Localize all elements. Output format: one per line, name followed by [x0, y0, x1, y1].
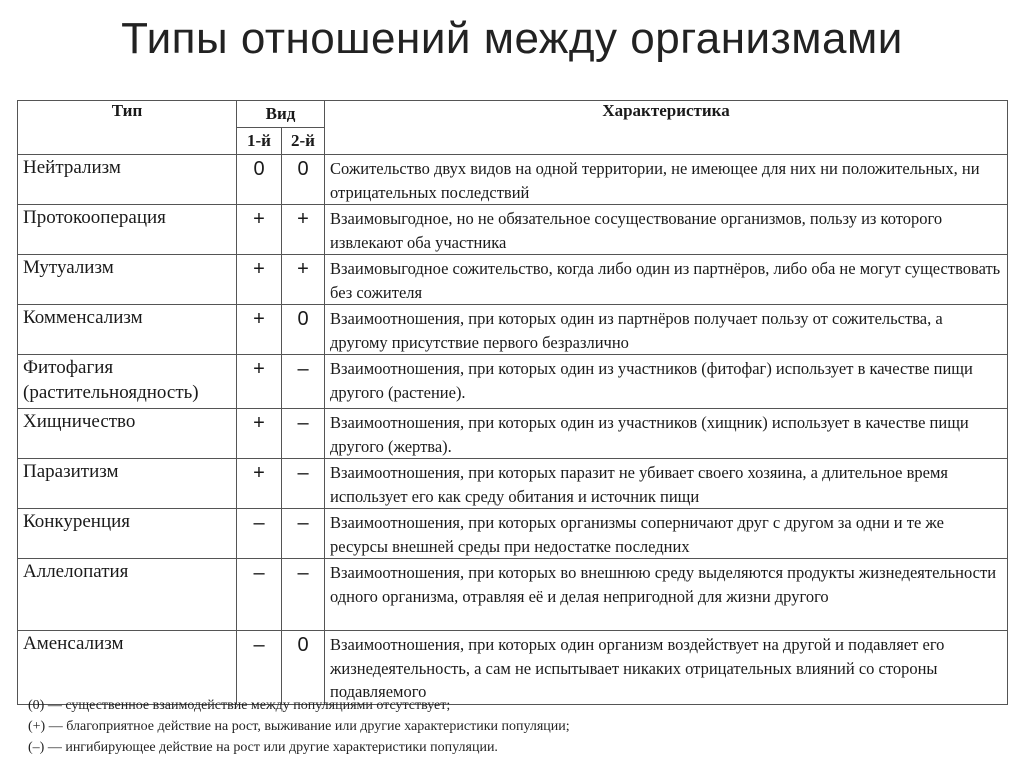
header-species: Вид [237, 101, 325, 128]
species2-cell: + [282, 255, 325, 305]
legend-plus: (+) — благоприятное действие на рост, выживание или другие характеристики популяции; [28, 719, 570, 734]
species1-cell: + [237, 355, 282, 409]
species2-cell: – [282, 509, 325, 559]
header-species-2: 2-й [282, 128, 325, 155]
relations-table [17, 100, 1008, 705]
species2-cell: 0 [282, 155, 325, 205]
species2-cell: 0 [282, 631, 325, 705]
table-row [18, 559, 1008, 631]
description-cell: Сожительство двух видов на одной территории, не имеющее для них ни положительных, ни отрицательных последствий [325, 155, 1008, 205]
page-title: Типы отношений между организмами [121, 14, 903, 63]
species2-cell: + [282, 205, 325, 255]
type-cell: Паразитизм [18, 459, 237, 509]
table-row [18, 305, 1008, 355]
legend-zero: (0) — существенное взаимодействие между популяциями отсутствует; [28, 698, 451, 713]
species2-cell: 0 [282, 305, 325, 355]
description-cell: Взаимоотношения, при которых организмы соперничают друг с другом за одни и те же ресурсы внешней среды при недостатке последних [325, 509, 1008, 559]
species2-cell: – [282, 409, 325, 459]
description-cell: Взаимоотношения, при которых один из участников (хищник) использует в качестве пищи другого (жертва). [325, 409, 1008, 459]
description-cell: Взаимоотношения, при которых один из участников (фитофаг) использует в качестве пищи другого (растение). [325, 355, 1008, 409]
description-cell: Взаимоотношения, при которых во внешнюю среду выделяются продукты жизнедеятельности одного организма, отравляя её и делая непригодной для жизни другого [325, 559, 1008, 631]
species1-cell: – [237, 631, 282, 705]
description-cell: Взаимовыгодное, но не обязательное сосуществование организмов, пользу из которого извлекают оба участника [325, 205, 1008, 255]
table-row [18, 355, 1008, 409]
species1-cell: + [237, 459, 282, 509]
type-cell: Комменсализм [18, 305, 237, 355]
species2-cell: – [282, 355, 325, 409]
species2-cell: – [282, 559, 325, 631]
species1-cell: + [237, 305, 282, 355]
description-cell: Взаимоотношения, при которых один организм воздействует на другой и подавляет его жизнедеятельность, а сам не испытывает никаких отрицательных влияний со стороны подавляемого [325, 631, 1008, 705]
table-row [18, 631, 1008, 705]
description-cell: Взаимоотношения, при которых один из партнёров получает пользу от сожительства, а другому присутствие первого безразлично [325, 305, 1008, 355]
type-cell: Мутуализм [18, 255, 237, 305]
header-characteristic: Характеристика [325, 101, 1008, 155]
legend [28, 695, 1008, 758]
species1-cell: + [237, 409, 282, 459]
type-cell: Фитофагия (растительноядность) [18, 355, 237, 409]
species1-cell: + [237, 205, 282, 255]
type-cell: Аменсализм [18, 631, 237, 705]
table-row [18, 255, 1008, 305]
header-species-1: 1-й [237, 128, 282, 155]
table-row [18, 409, 1008, 459]
species1-cell: – [237, 509, 282, 559]
table-row [18, 155, 1008, 205]
header-type: Тип [18, 101, 237, 155]
species1-cell: + [237, 255, 282, 305]
description-cell: Взаимоотношения, при которых паразит не убивает своего хозяина, а длительное время использует его как среду обитания и источник пищи [325, 459, 1008, 509]
table-row [18, 459, 1008, 509]
species1-cell: – [237, 559, 282, 631]
type-cell: Конкуренция [18, 509, 237, 559]
species1-cell: 0 [237, 155, 282, 205]
type-cell: Аллелопатия [18, 559, 237, 631]
type-cell: Протокооперация [18, 205, 237, 255]
legend-minus: (–) — ингибирующее действие на рост или другие характеристики популяции. [28, 740, 498, 755]
type-cell: Хищничество [18, 409, 237, 459]
species2-cell: – [282, 459, 325, 509]
description-cell: Взаимовыгодное сожительство, когда либо один из партнёров, либо оба не могут существовать без сожителя [325, 255, 1008, 305]
table-row [18, 509, 1008, 559]
table-row [18, 205, 1008, 255]
type-cell: Нейтрализм [18, 155, 237, 205]
